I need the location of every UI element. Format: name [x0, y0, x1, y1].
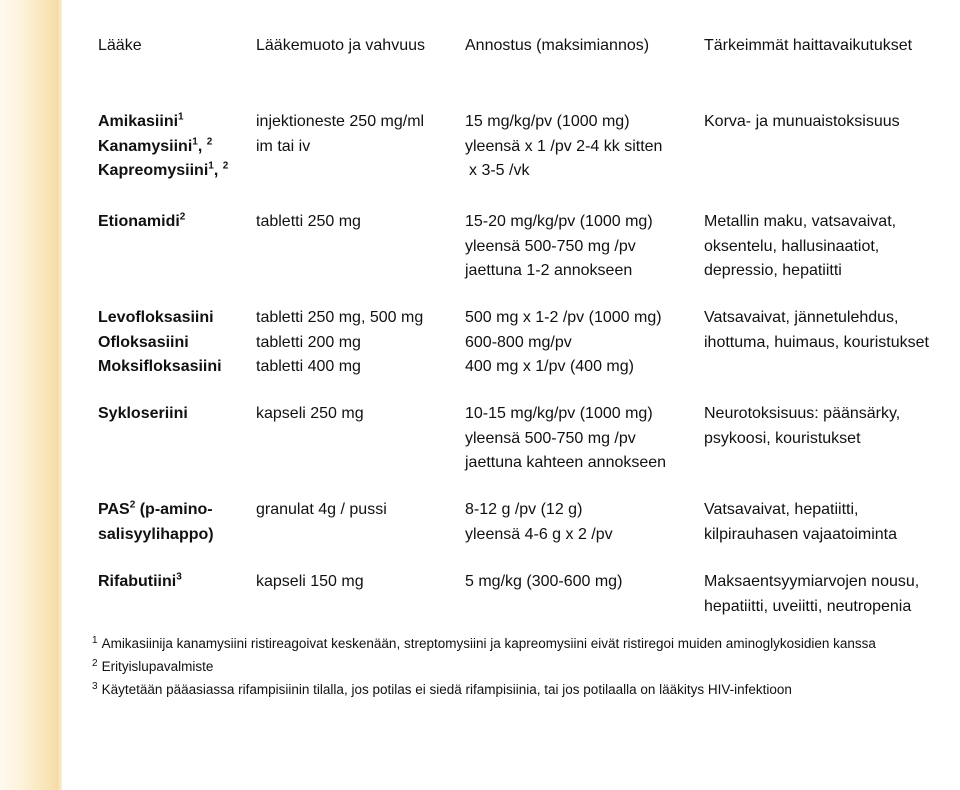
- dose-line: yleensä 4-6 g x 2 /pv: [465, 525, 613, 543]
- drug-name: Ofloksasiini: [98, 333, 189, 351]
- form-line: tabletti 250 mg, 500 mg: [256, 309, 424, 326]
- dose-line: yleensä x 1 /pv 2-4 kk sitten: [465, 137, 663, 155]
- decorative-side-stripe: [0, 0, 62, 790]
- form-line: injektioneste 250 mg/ml: [256, 113, 425, 130]
- table-row-etionamidi-form: [256, 210, 361, 235]
- table-header: [0, 37, 960, 59]
- table-row-sykloseriini-drug: [98, 402, 188, 427]
- table-row-pas-form: [256, 498, 387, 523]
- footnote-ref: 1: [192, 136, 198, 148]
- footnote: [92, 682, 876, 705]
- dose-line: x 3-5 /vk: [469, 162, 530, 179]
- dose-line: 400 mg x 1/pv (400 mg): [465, 358, 634, 375]
- drug-name: Kanamysiini: [98, 137, 193, 155]
- effects-line: Neurotoksisuus: päänsärky,: [704, 405, 901, 422]
- table-row-etionamidi-drug: [98, 210, 185, 235]
- footnote-number: 2: [92, 658, 98, 669]
- table-row-fluoroquinolones-effects: [704, 306, 929, 355]
- footnote: [92, 636, 876, 659]
- effects-line: psykoosi, kouristukset: [704, 429, 861, 447]
- effects-line: Maksaentsyymiarvojen nousu,: [704, 573, 920, 590]
- table-row-pas-effects: [704, 498, 897, 547]
- effects-line: kilpirauhasen vajaatoiminta: [704, 525, 897, 543]
- footnote-text: Käytetään pääasiassa rifampisiinin tilalla, jos potilas ei siedä rifampisiinia, tai jos potilaalla on lääkitys HIV-infektioon: [101, 682, 792, 697]
- dose-line: 600-800 mg/pv: [465, 333, 572, 351]
- footnote-ref: 2: [179, 211, 186, 223]
- table-row-aminoglycosides-drug: [98, 110, 228, 184]
- table-row-sykloseriini-form: [256, 402, 364, 427]
- table-row-rifabutiini-drug: [98, 570, 182, 595]
- separator: ,: [197, 137, 203, 155]
- dose-line: 500 mg x 1-2 /pv (1000 mg): [465, 309, 662, 326]
- form-line: im tai iv: [256, 137, 311, 155]
- drug-name-suffix: (p-amino-: [135, 501, 213, 518]
- form-line: tabletti 250 mg: [256, 213, 361, 230]
- dose-line: 8-12 g /pv (12 g): [465, 501, 583, 518]
- form-line: tabletti 200 mg: [256, 333, 361, 351]
- drug-name: Sykloseriini: [98, 405, 188, 422]
- footnote-ref: 2: [129, 499, 136, 511]
- footnote-number: 1: [92, 635, 98, 646]
- effects-line: Vatsavaivat, jännetulehdus,: [704, 309, 899, 326]
- footnote: [92, 659, 876, 682]
- table-row-etionamidi-dose: [465, 210, 653, 284]
- dose-line: yleensä 500-750 mg /pv: [465, 237, 636, 255]
- footnote-ref: 3: [176, 571, 182, 583]
- effects-line: depressio, hepatiitti: [704, 262, 842, 279]
- dose-line: 15-20 mg/kg/pv (1000 mg): [465, 213, 653, 230]
- header-effects: Tärkeimmät haittavaikutukset: [704, 37, 913, 54]
- drug-name: PAS: [98, 501, 130, 518]
- dose-line: 5 mg/kg (300-600 mg): [465, 573, 623, 590]
- form-line: kapseli 250 mg: [256, 405, 364, 422]
- footnote-text: Erityislupavalmiste: [101, 659, 214, 674]
- drug-name: Rifabutiini: [98, 573, 177, 590]
- effects-line: ihottuma, huimaus, kouristukset: [704, 333, 929, 351]
- table-row-aminoglycosides-effects: [704, 110, 900, 135]
- table-row-pas-drug: [98, 498, 214, 547]
- drug-name: Etionamidi: [98, 213, 180, 230]
- footnote-ref: 2: [206, 136, 213, 148]
- table-row-fluoroquinolones-drug: [98, 306, 222, 380]
- effects-line: Korva- ja munuaistoksisuus: [704, 113, 900, 130]
- drug-name-continued: salisyylihappo): [98, 525, 214, 543]
- footnotes: [92, 636, 876, 705]
- table-row-etionamidi-effects: [704, 210, 896, 284]
- table-row-sykloseriini-effects: [704, 402, 900, 451]
- drug-name: Moksifloksasiini: [98, 358, 222, 375]
- footnote-ref: 1: [178, 111, 184, 123]
- effects-line: oksentelu, hallusinaatiot,: [704, 237, 880, 255]
- footnote-text: Amikasiinija kanamysiini ristireagoivat keskenään, streptomysiini ja kapreomysiini eivät ristiregoi muiden aminoglykosidien kanssa: [101, 636, 876, 651]
- table-row-aminoglycosides-form: [256, 110, 424, 159]
- table-row-sykloseriini-dose: [465, 402, 666, 476]
- table-row-fluoroquinolones-form: [256, 306, 423, 380]
- form-line: granulat 4g / pussi: [256, 501, 387, 518]
- header-form: Lääkemuoto ja vahvuus: [256, 37, 425, 54]
- effects-line: Vatsavaivat, hepatiitti,: [704, 501, 859, 518]
- form-line: kapseli 150 mg: [256, 573, 364, 590]
- dose-line: yleensä 500-750 mg /pv: [465, 429, 636, 447]
- dose-line: jaettuna 1-2 annokseen: [465, 262, 633, 279]
- dose-line: 15 mg/kg/pv (1000 mg): [465, 113, 630, 130]
- table-row-aminoglycosides-dose: [465, 110, 662, 184]
- header-dose: Annostus (maksimiannos): [465, 37, 650, 54]
- separator: ,: [213, 162, 219, 179]
- drug-name: Levofloksasiini: [98, 309, 214, 326]
- table-row-fluoroquinolones-dose: [465, 306, 662, 380]
- table-row-pas-dose: [465, 498, 613, 547]
- table-row-rifabutiini-dose: [465, 570, 622, 595]
- table-row-rifabutiini-effects: [704, 570, 919, 619]
- drug-name: Kapreomysiini: [98, 162, 209, 179]
- form-line: tabletti 400 mg: [256, 358, 361, 375]
- header-drug: Lääke: [98, 37, 142, 54]
- effects-line: hepatiitti, uveiitti, neutropenia: [704, 597, 912, 615]
- effects-line: Metallin maku, vatsavaivat,: [704, 213, 897, 230]
- drug-name: Amikasiini: [98, 113, 179, 130]
- footnote-number: 3: [92, 681, 98, 692]
- footnote-ref: 1: [208, 160, 214, 172]
- table-row-rifabutiini-form: [256, 570, 364, 595]
- dose-line: jaettuna kahteen annokseen: [465, 454, 667, 471]
- dose-line: 10-15 mg/kg/pv (1000 mg): [465, 405, 653, 422]
- footnote-ref: 2: [222, 160, 229, 172]
